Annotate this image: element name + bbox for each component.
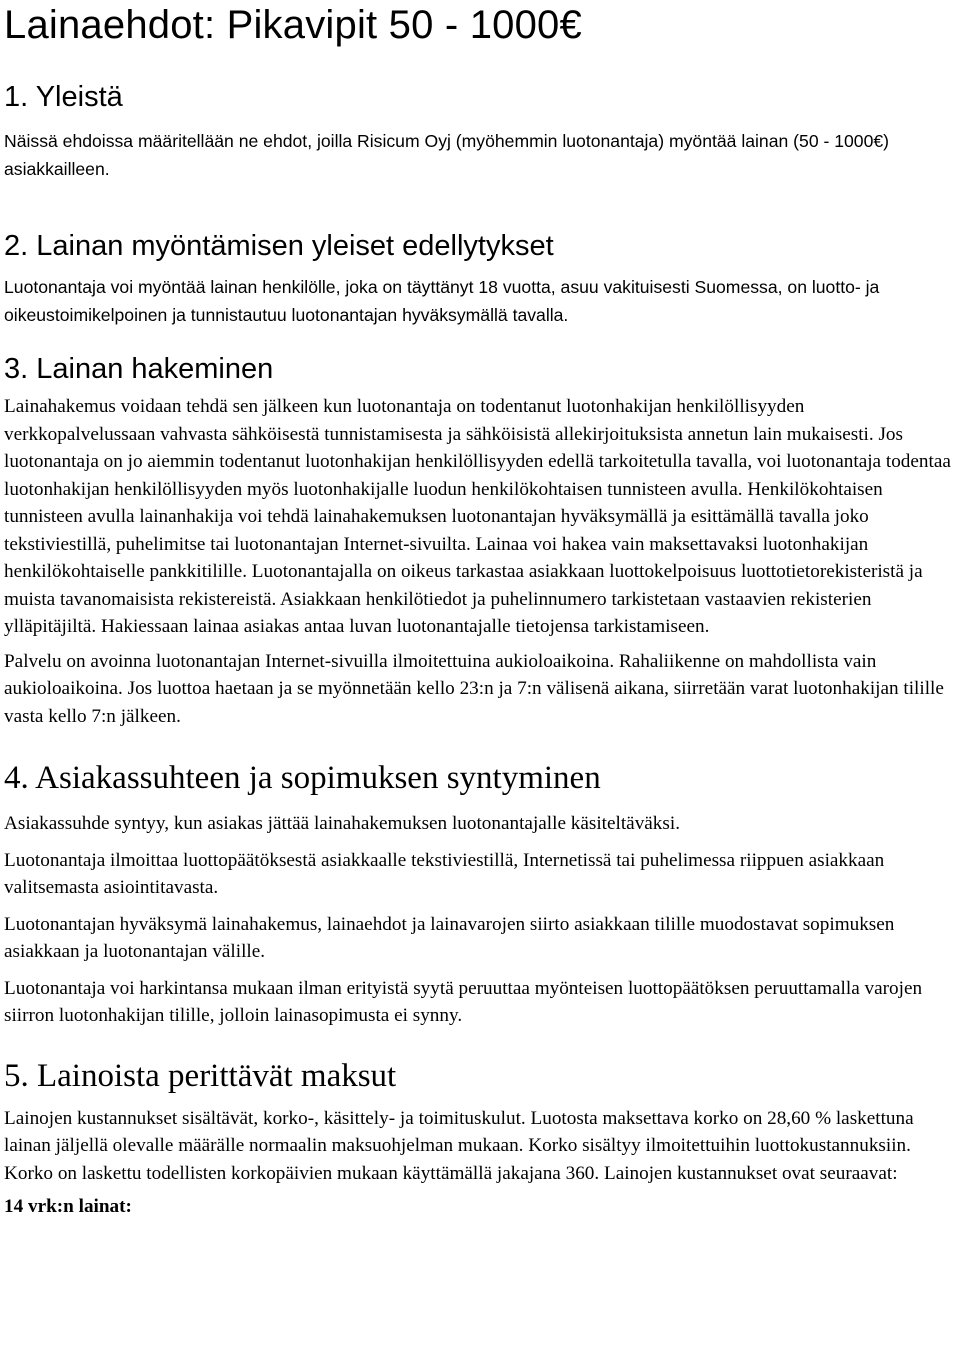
paragraph: Lainojen kustannukset sisältävät, korko-, käsittely- ja toimituskulut. Luotosta maksettava korko on 28,60 % laskettuna lainan jäljellä olevalle määrälle normaalin maksuohjelman mukaan. Korko sisältyy ilmoitettuihin luottokustannuksiin. Korko on laskettu todellisten korkopäivien mukaan käyttämällä jakajana 360. Lainojen kustannukset ovat seuraavat: [4, 1107, 914, 1184]
paragraph: Luotonantajan hyväksymä lainahakemus, lainaehdot ja lainavarojen siirto asiakkaan tilille muodostavat sopimuksen asiakkaan ja luotonantajan välille. [4, 913, 895, 962]
section-loan-application [4, 351, 956, 730]
section-heading: 3. Lainan hakeminen [4, 353, 274, 385]
section-loan-requirements [4, 228, 956, 329]
section-heading: 4. Asiakassuhteen ja sopimuksen syntyminen [4, 760, 601, 796]
terms-document [4, 0, 956, 1220]
section-general [4, 79, 956, 183]
paragraph: Lainahakemus voidaan tehdä sen jälkeen kun luotonantaja on todentanut luotonhakijan henkilöllisyyden verkkopalvelussaan vahvasta sähköisestä tunnistamisesta ja sähköisistä allekirjoituksista annetun lain mukaisesti. Jos luotonantaja on jo aiemmin todentanut luotonhakijan henkilöllisyyden edellä tarkoitetulla tavalla, voi luotonantaja todentaa luotonhakijan henkilöllisyyden myös luotonhakijalle luodun henkilökohtaisen tunnisteen avulla. Henkilökohtaisen tunnisteen avulla lainanhakija voi tehdä lainahakemuksen luotonantajan hyväksymällä ja esittämällä tavalla joko tekstiviestillä, puhelimitse tai luotonantajan Internet-sivuilta. Lainaa voi hakea vain maksettavaksi luotonhakijan henkilökohtaiselle pankkitilille. Luotonantajalla on oikeus tarkastaa asiakkaan luottokelpoisuus luottotietorekisteristä ja muista tavanomaisista rekistereistä. Asiakkaan henkilötiedot ja puhelinnumero tarkistetaan vastaavien rekisterien ylläpitäjiltä. Hakiessaan lainaa asiakas antaa luvan luotonantajalle tietojensa tarkistamiseen. [4, 396, 951, 637]
document-title: Lainaehdot: Pikavipit 50 - 1000€ [4, 3, 582, 47]
loan-term-subheading: 14 vrk:n lainat: [4, 1196, 132, 1217]
section-loan-fees [4, 1056, 956, 1221]
section-heading: 2. Lainan myöntämisen yleiset edellytykset [4, 230, 554, 262]
paragraph: Luotonantaja voi myöntää lainan henkilölle, joka on täyttänyt 18 vuotta, asuu vakituisesti Suomessa, on luotto- ja oikeustoimikelpoinen ja tunnistautuu luotonantajan hyväksymällä tavalla. [4, 277, 880, 325]
section-heading: 1. Yleistä [4, 81, 123, 113]
section-customer-relationship [4, 758, 956, 1030]
paragraph: Palvelu on avoinna luotonantajan Internet-sivuilla ilmoitettuina aukioloaikoina. Rahaliikenne on mahdollista vain aukioloaikoina. Jos luottoa haetaan ja se myönnetään kello 23:n ja 7:n välisenä aikana, siirretään varat luotonhakijan tilille vasta kello 7:n jälkeen. [4, 650, 944, 727]
paragraph: Luotonantaja voi harkintansa mukaan ilman erityistä syytä peruuttaa myönteisen luottopäätöksen peruuttamalla varojen siirron luotonhakijan tilille, jolloin lainasopimusta ei synny. [4, 977, 923, 1026]
paragraph: Luotonantaja ilmoittaa luottopäätöksestä asiakkaalle tekstiviestillä, Internetissä tai puhelimessa riippuen asiakkaan valitsemasta asiointitavasta. [4, 849, 885, 898]
paragraph: Asiakassuhde syntyy, kun asiakas jättää lainahakemuksen luotonantajalle käsiteltäväksi. [4, 813, 680, 834]
section-heading: 5. Lainoista perittävät maksut [4, 1057, 397, 1094]
paragraph: Näissä ehdoissa määritellään ne ehdot, joilla Risicum Oyj (myöhemmin luotonantaja) myöntää lainan (50 - 1000€) asiakkailleen. [4, 131, 890, 179]
